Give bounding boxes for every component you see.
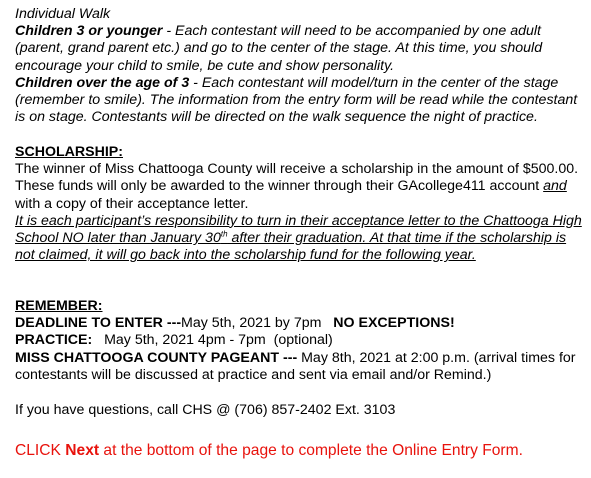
- pageant-value: May 8th, 2021 at 2:00 p.m. (arrival times for contestants will be discussed at practice and sent via email and/or Remind.): [15, 349, 576, 383]
- under-3-text: - Each contestant will need to be accompanied by one adult (parent, grand parent etc.) and go to the center of the stage. At this time, you should encourage your child to smile, be cute and show personality.: [15, 23, 543, 74]
- under-3-label: Children 3 or younger: [15, 23, 163, 40]
- scholarship-section: [15, 144, 587, 264]
- remember-section: [15, 298, 587, 384]
- over-3-text: - Each contestant will model/turn in the center of the stage (remember to smile). The information from the entry form will be read while the contestant is on stage. Contestants will be directed on the walk sequence the night of practice.: [15, 74, 578, 126]
- contact-line: If you have questions, call CHS @ (706) 857-2402 Ext. 3103: [15, 402, 396, 418]
- scholarship-and: and: [543, 178, 567, 195]
- next-link[interactable]: Next: [65, 442, 100, 459]
- remember-heading: REMEMBER:: [15, 298, 103, 314]
- practice-label: PRACTICE:: [15, 332, 93, 349]
- entry-form-cta: [15, 441, 587, 460]
- over-3-label: Children over the age of 3: [15, 74, 190, 91]
- scholarship-heading: SCHOLARSHIP:: [15, 144, 123, 160]
- pageant-line: [15, 350, 587, 384]
- individual-walk-heading: Individual Walk: [15, 6, 111, 22]
- scholarship-notice: [15, 213, 587, 265]
- deadline-label: DEADLINE TO ENTER ---: [15, 315, 182, 332]
- scholarship-notice-before: It is each participant’s responsibility to turn in their acceptance letter to the Chattooga High School NO later than January 30: [15, 212, 582, 247]
- pageant-label: MISS CHATTOOGA COUNTY PAGEANT ---: [15, 349, 298, 366]
- under-3-paragraph: [15, 23, 587, 75]
- practice-value: May 5th, 2021 4pm - 7pm (optional): [92, 332, 333, 349]
- scholarship-notice-after: after their graduation. At that time if the scholarship is not claimed, it will go back into the scholarship fund for the following year.: [15, 230, 567, 264]
- cta-before: CLICK: [15, 442, 66, 459]
- cta-after: at the bottom of the page to complete the Online Entry Form.: [99, 442, 523, 459]
- scholarship-paragraph: [15, 161, 587, 213]
- scholarship-text-after: with a copy of their acceptance letter.: [15, 195, 249, 212]
- scholarship-notice-sup: th: [220, 229, 228, 239]
- deadline-note: NO EXCEPTIONS!: [333, 315, 455, 332]
- over-3-paragraph: [15, 75, 587, 127]
- practice-line: [15, 332, 587, 349]
- individual-walk-section: [15, 6, 587, 126]
- deadline-value: May 5th, 2021 by 7pm: [181, 315, 334, 332]
- deadline-line: [15, 315, 587, 332]
- scholarship-text-before: The winner of Miss Chattooga County will receive a scholarship in the amount of $500.00. These funds will only be awarded to the winner through their GAcollege411 account: [15, 161, 579, 195]
